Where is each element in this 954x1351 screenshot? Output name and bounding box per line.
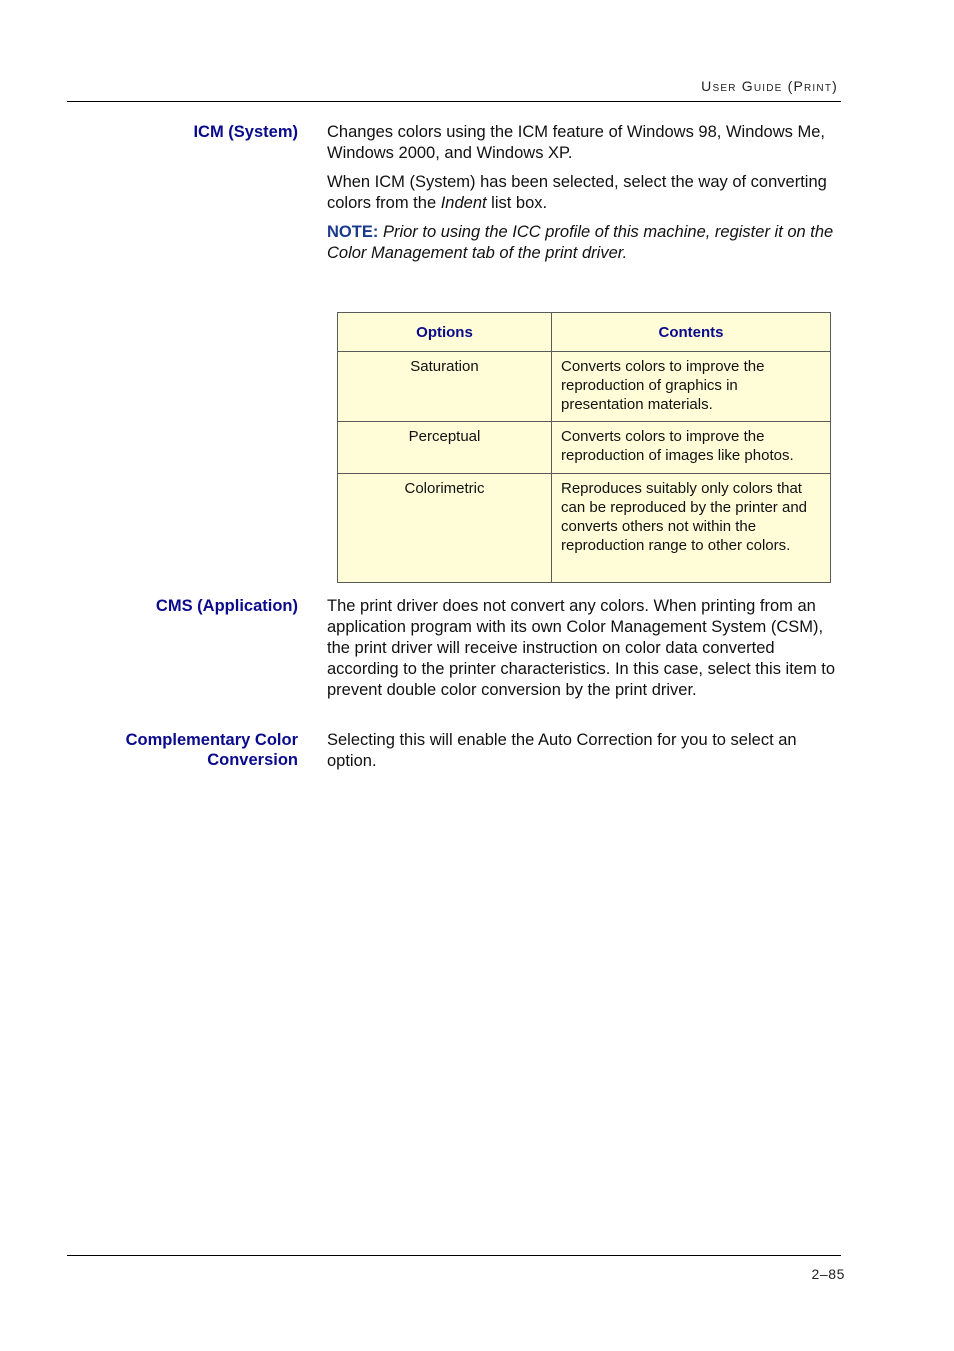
cms-description — [327, 596, 842, 709]
content-cell: Converts colors to improve the reproduction of images like photos. — [552, 422, 831, 474]
note-label: NOTE: — [327, 223, 379, 241]
footer-rule — [67, 1255, 841, 1256]
icm-para-2-text: When ICM (System) has been selected, select the way of converting colors from the — [327, 173, 827, 212]
content-cell: Reproduces suitably only colors that can be reproduced by the printer and converts others not within the reproduction range to other colors. — [552, 474, 831, 583]
comp-description — [327, 730, 842, 780]
page-number: 2–85 — [811, 1266, 845, 1282]
icm-note — [327, 222, 842, 264]
term-line-1: Complementary Color — [125, 731, 298, 749]
header-options: Options — [338, 313, 552, 352]
icm-description — [327, 122, 842, 272]
running-header: User Guide (Print) — [701, 78, 838, 94]
term-icm-system: ICM (System) — [193, 123, 298, 141]
cms-para: The print driver does not convert any colors. When printing from an application program with its own Color Management System (CSM), the print driver will receive instruction on color data converted according to the printer characteristics. In this case, select this item to prevent double color conversion by the print driver. — [327, 597, 836, 699]
table-row — [338, 352, 831, 422]
table-row — [338, 474, 831, 583]
icm-para-2 — [327, 172, 842, 214]
content-cell: Converts colors to improve the reproduction of graphics in presentation materials. — [552, 352, 831, 422]
header-rule — [67, 101, 841, 102]
table-row — [338, 422, 831, 474]
options-table — [337, 312, 831, 583]
term-complementary-color-conversion — [126, 730, 298, 770]
option-cell: Colorimetric — [338, 474, 552, 583]
note-text: Prior to using the ICC profile of this machine, register it on the Color Management tab of the print driver. — [327, 223, 834, 262]
option-cell: Perceptual — [338, 422, 552, 474]
icm-para-2-tail: list box. — [486, 194, 548, 212]
option-cell: Saturation — [338, 352, 552, 422]
comp-para: Selecting this will enable the Auto Correction for you to select an option. — [327, 731, 797, 770]
icm-para-1: Changes colors using the ICM feature of Windows 98, Windows Me, Windows 2000, and Windows XP. — [327, 123, 825, 162]
indent-emphasis: Indent — [440, 194, 487, 212]
term-line-2: Conversion — [207, 751, 298, 769]
term-cms-application: CMS (Application) — [155, 597, 298, 615]
header-contents: Contents — [552, 313, 831, 352]
table-header-row — [338, 313, 831, 352]
